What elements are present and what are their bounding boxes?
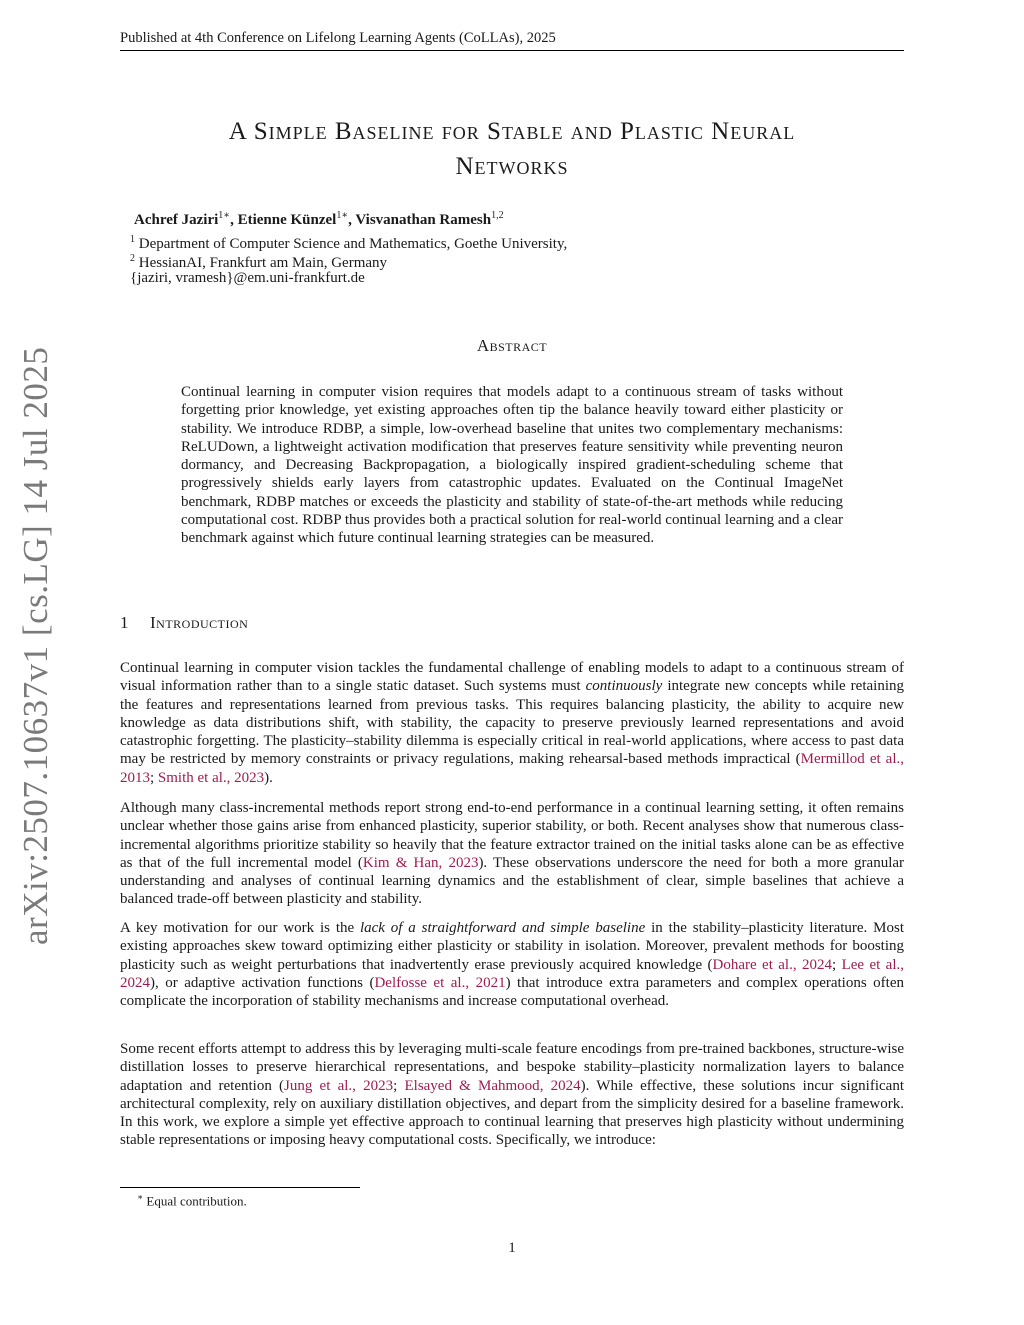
affiliation-2: $^2$ HessianAI, Frankfurt am Main, Germany <box>130 253 388 271</box>
author-affil-mark: 1∗ <box>218 210 231 221</box>
citation-link[interactable]: Smith et al., 2023 <box>157 769 265 786</box>
author-list: Achref Jaziri$^{1∗}$, Etienne Künzel$^{1∗}$, Visvanathan Ramesh$^{1,2}$ <box>134 210 504 228</box>
abstract-heading: Abstract <box>476 336 548 355</box>
section-heading-introduction: 1 Introduction <box>120 613 249 632</box>
title-line-2: Networks <box>455 153 569 180</box>
author-email: {jaziri, vramesh}@em.uni-frankfurt.de <box>130 270 365 286</box>
paragraph-1: Continual learning in computer vision tackles the fundamental challenge of enabling models to adapt to a continuous stream of visual information rather than to a single static dataset. Such systems must continuously integrate new concepts while retaining the features and representations learned from previous tasks. This requires balancing plasticity, the ability to acquire new knowledge as data distributions shift, with stability, the capacity to preserve previously learned representations and avoid catastrophic forgetting. The plasticity–stability dilemma is especially critical in real-world applications, where access to past data may be restricted by memory constraints or privacy regulations, making rehearsal-based methods impractical (Mermillod et al., 2013; Smith et al., 2023). <box>120 660 905 786</box>
paragraph-3: A key motivation for our work is the lack of a straightforward and simple baseline in the stability–plasticity literature. Most existing approaches skew toward optimizing either plasticity or stability in isolation. Moreover, prevalent methods for boosting plasticity such as weight perturbations that inadvertently erase previously acquired knowledge (Dohare et al., 2024; Lee et al., 2024), or adaptive activation functions (Delfosse et al., 2021) that introduce extra parameters and complex operations often complicate the incorporation of stability mechanisms and increase computational overhead. <box>120 920 905 1010</box>
paragraph-2: Although many class-incremental methods report strong end-to-end performance in a continual learning setting, it often remains unclear whether those gains arise from enhanced plasticity, superior stability, or both. Recent analyses show that numerous class-incremental algorithms prioritize stability so heavily that the feature extractor trained on the initial tasks alone can be as effective as that of the full incremental model (Kim & Han, 2023). These observations underscore the need for both a more granular understanding and analyses of continual learning dynamics and the establishment of clear, simple baselines that achieve a balanced trade-off between plasticity and stability. <box>120 800 905 908</box>
citation-link[interactable]: Elsayed & Mahmood, 2024 <box>404 1077 581 1094</box>
author-name: Visvanathan Ramesh <box>355 212 492 228</box>
footnote-divider <box>120 1187 360 1188</box>
citation-link[interactable]: Lee et al., 2024 <box>120 956 905 991</box>
footnote: ∗ Equal contribution. <box>137 1192 247 1209</box>
page-number: 1 <box>508 1240 516 1256</box>
title-line-1: A Simple Baseline for Stable and Plastic Neural <box>228 118 796 145</box>
author-name: Etienne Künzel <box>237 212 337 228</box>
citation-link[interactable]: Mermillod et al., 2013 <box>120 751 905 786</box>
author-affil-mark: 1,2 <box>491 210 504 221</box>
paragraph-4: Some recent efforts attempt to address this by leveraging multi-scale feature encodings from pre-trained backbones, structure-wise distillation losses to preserve hierarchical representations, and bespoke stability–plasticity normalization layers to balance adaptation and retention (Jung et al., 2023; Elsayed & Mahmood, 2024). While effective, these solutions incur significant architectural complexity, rely on auxiliary distillation objectives, and depart from the simplicity desired for a baseline framework. In this work, we explore a simple yet effective approach to continual learning that preserves high plasticity without undermining stable representations or imposing heavy computational costs. Specifically, we introduce: <box>120 1041 904 1149</box>
citation-link[interactable]: Jung et al., 2023 <box>284 1077 394 1094</box>
author-affil-mark: 1∗ <box>336 210 349 221</box>
citation-link[interactable]: Delfosse et al., 2021 <box>374 974 506 991</box>
arxiv-identifier: arXiv:2507.10637v1 [cs.LG] 14 Jul 2025 <box>16 346 55 945</box>
paper-title <box>120 114 904 184</box>
running-header: Published at 4th Conference on Lifelong Learning Agents (CoLLAs), 2025 <box>120 29 904 51</box>
author-name: Achref Jaziri <box>134 212 219 228</box>
citation-link[interactable]: Kim & Han, 2023 <box>362 854 479 871</box>
abstract-text: Continual learning in computer vision requires that models adapt to a continuous stream of tasks without forgetting prior knowledge, yet existing approaches often tip the balance heavily toward either plasticity or stability. We introduce RDBP, a simple, low-overhead baseline that unites two complementary mechanisms: ReLUDown, a lightweight activation modification that preserves feature sensitivity while preventing neuron dormancy, and Decreasing Backpropagation, a biologically inspired gradient-scheduling scheme that progressively shields early layers from catastrophic updates. Evaluated on the Continual ImageNet benchmark, RDBP matches or exceeds the plasticity and stability of state-of-the-art methods while reducing computational cost. RDBP thus provides both a practical solution for real-world continual learning and a clear benchmark against which future continual learning strategies can be measured. <box>181 384 843 547</box>
citation-link[interactable]: Dohare et al., 2024 <box>712 956 833 973</box>
affiliation-1: $^1$ Department of Computer Science and Mathematics, Goethe University, <box>130 234 568 252</box>
